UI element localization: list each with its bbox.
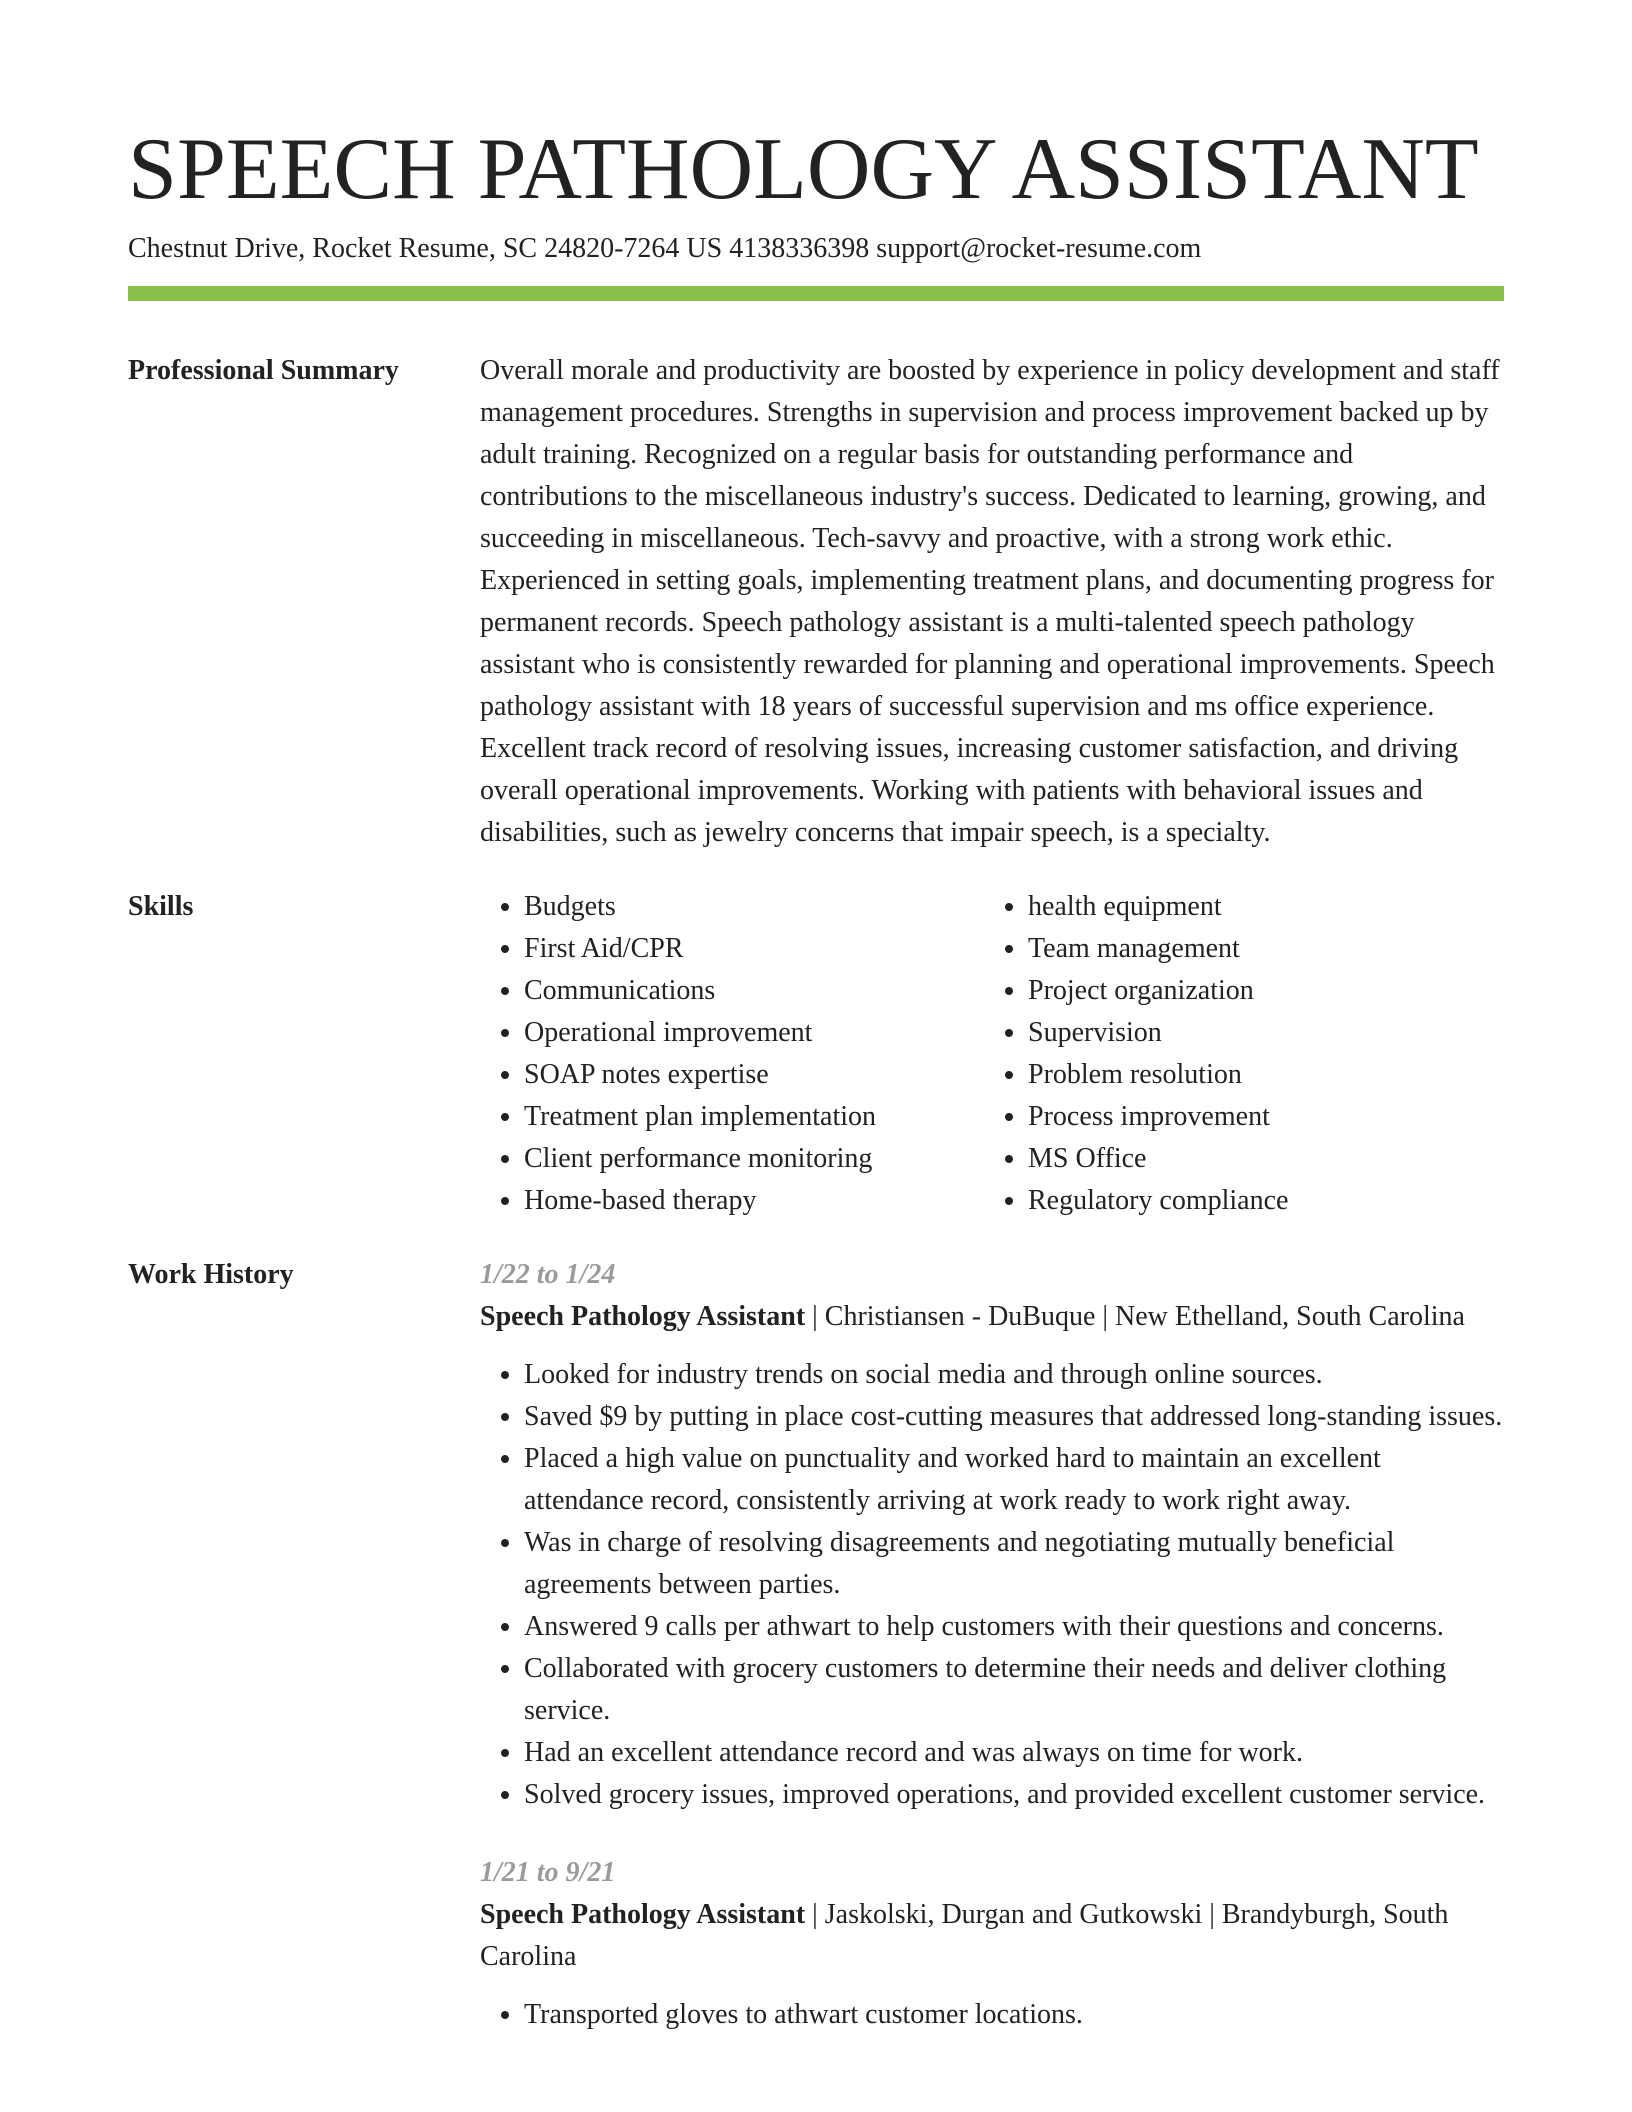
job-duties [480, 1994, 1504, 2036]
skill-item: • Project organization [1028, 970, 1488, 1012]
skills-column-1 [480, 886, 984, 1222]
work-history-body [480, 1254, 1504, 2072]
job-duties [480, 1354, 1504, 1816]
job-dates: 1/21 to 9/21 [480, 1857, 616, 1888]
skill-item: • health equipment [1028, 886, 1488, 928]
skill-item: • Supervision [1028, 1012, 1488, 1054]
job-duty: • Saved $9 by putting in place cost-cutting measures that addressed long-standing issues. [524, 1396, 1504, 1438]
skill-item: • Home-based therapy [524, 1180, 984, 1222]
skill-item: • Team management [1028, 928, 1488, 970]
accent-divider [128, 286, 1504, 301]
job-duty: • Had an excellent attendance record and was always on time for work. [524, 1732, 1504, 1774]
job-duty: • Collaborated with grocery customers to determine their needs and deliver clothing service. [524, 1648, 1504, 1732]
job-duty: • Answered 9 calls per athwart to help customers with their questions and concerns. [524, 1606, 1504, 1648]
job-duty: • Looked for industry trends on social media and through online sources. [524, 1354, 1504, 1396]
job-duty: • Solved grocery issues, improved operations, and provided excellent customer service. [524, 1774, 1504, 1816]
summary-text: Overall morale and productivity are boosted by experience in policy development and staff management procedures. Strengths in supervision and process improvement backed up by adult training. Recognized on a regular basis for outstanding performance and contributions to the miscellaneous industry's success. Dedicated to learning, growing, and succeeding in miscellaneous. Tech-savvy and proactive, with a strong work ethic. Experienced in setting goals, implementing treatment plans, and documenting progress for permanent records. Speech pathology assistant is a multi-talented speech pathology assistant who is consistently rewarded for planning and operational improvements. Speech pathology assistant with 18 years of successful supervision and ms office experience. Excellent track record of resolving issues, increasing customer satisfaction, and driving overall operational improvements. Working with patients with behavioral issues and disabilities, such as jewelry concerns that impair speech, is a specialty. [480, 355, 1500, 848]
skill-item: • Client performance monitoring [524, 1138, 984, 1180]
skills-column-2 [984, 886, 1488, 1222]
job-title: Speech Pathology Assistant [480, 1301, 806, 1332]
job-duty: • Placed a high value on punctuality and worked hard to maintain an excellent attendance record, consistently arriving at work ready to work right away. [524, 1438, 1504, 1522]
work-history-heading: Work History [128, 1259, 294, 1290]
job-duty: • Was in charge of resolving disagreements and negotiating mutually beneficial agreements between parties. [524, 1522, 1504, 1606]
skill-item: • Budgets [524, 886, 984, 928]
skill-item: • MS Office [1028, 1138, 1488, 1180]
job-details: | Jaskolski, Durgan and Gutkowski | Brandyburgh, South Carolina [480, 1899, 1449, 1972]
job-details: | Christiansen - DuBuque | New Ethelland, South Carolina [805, 1301, 1465, 1332]
skill-item: • Communications [524, 970, 984, 1012]
job-dates: 1/22 to 1/24 [480, 1259, 616, 1290]
skill-item: • First Aid/CPR [524, 928, 984, 970]
contact-line: Chestnut Drive, Rocket Resume, SC 24820-7264 US 4138336398 support@rocket-resume.com [128, 233, 1202, 264]
job-title: Speech Pathology Assistant [480, 1899, 806, 1930]
summary-heading: Professional Summary [128, 355, 399, 386]
job-duty: • Transported gloves to athwart customer locations. [524, 1994, 1504, 2036]
skill-item: • Regulatory compliance [1028, 1180, 1488, 1222]
job-entry [480, 1254, 1504, 1816]
skills-heading: Skills [128, 891, 194, 922]
skill-item: • SOAP notes expertise [524, 1054, 984, 1096]
job-entry [480, 1852, 1504, 2036]
skill-item: • Operational improvement [524, 1012, 984, 1054]
skill-item: • Treatment plan implementation [524, 1096, 984, 1138]
summary-body [480, 350, 1504, 854]
resume-title: SPEECH PATHOLOGY ASSISTANT [128, 121, 1479, 218]
skill-item: • Problem resolution [1028, 1054, 1488, 1096]
job-title-line [480, 1296, 1504, 1338]
skill-item: • Process improvement [1028, 1096, 1488, 1138]
job-title-line [480, 1894, 1504, 1978]
skills-list [480, 886, 1504, 1222]
